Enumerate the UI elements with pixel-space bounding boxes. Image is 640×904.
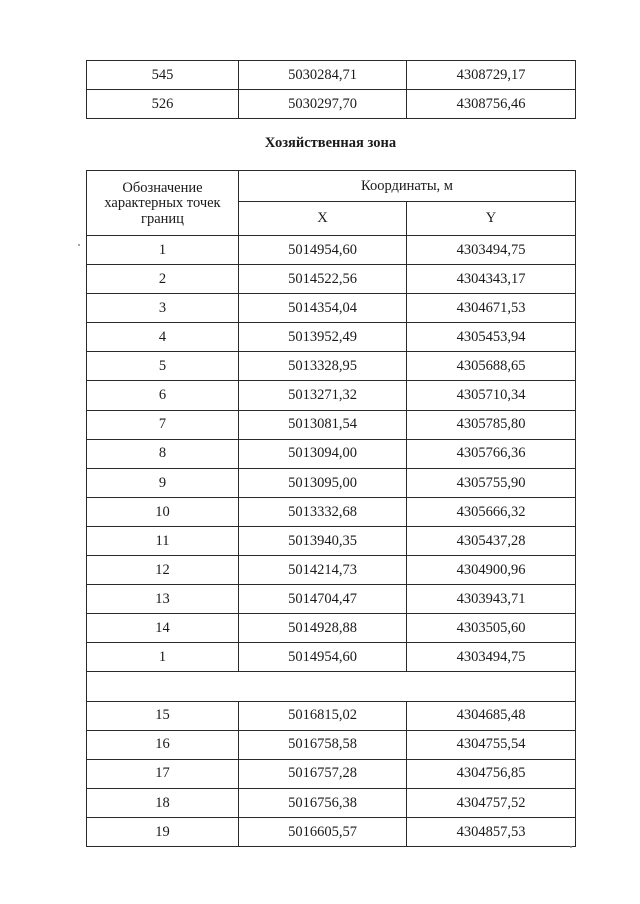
table-row bbox=[87, 730, 576, 759]
table-row bbox=[87, 614, 576, 643]
y-coordinate-cell: 4305666,32 bbox=[407, 497, 576, 526]
x-coordinate-cell: 5016757,28 bbox=[239, 759, 407, 788]
table-row bbox=[87, 817, 576, 846]
x-coordinate-cell: 5014954,60 bbox=[239, 236, 407, 265]
table-row bbox=[87, 497, 576, 526]
table-row bbox=[87, 381, 576, 410]
point-number-cell: 16 bbox=[87, 730, 239, 759]
table-row bbox=[87, 265, 576, 294]
x-coordinate-cell: 5030297,70 bbox=[239, 90, 407, 119]
point-number-cell: 8 bbox=[87, 439, 239, 468]
x-coordinate-cell: 5016815,02 bbox=[239, 701, 407, 730]
main-table-body-b bbox=[87, 701, 576, 846]
point-number-cell: 526 bbox=[87, 90, 239, 119]
table-row bbox=[87, 236, 576, 265]
separator-cell bbox=[87, 672, 576, 701]
x-coordinate-cell: 5014704,47 bbox=[239, 585, 407, 614]
point-number-cell: 1 bbox=[87, 236, 239, 265]
table-row bbox=[87, 556, 576, 585]
table-row bbox=[87, 410, 576, 439]
table-row bbox=[87, 439, 576, 468]
point-number-cell: 18 bbox=[87, 788, 239, 817]
y-coordinate-cell: 4305785,80 bbox=[407, 410, 576, 439]
y-coordinate-cell: 4304757,52 bbox=[407, 788, 576, 817]
top-coordinates-table bbox=[86, 60, 576, 119]
x-coordinate-cell: 5013332,68 bbox=[239, 497, 407, 526]
point-number-cell: 6 bbox=[87, 381, 239, 410]
x-coordinate-cell: 5013094,00 bbox=[239, 439, 407, 468]
y-coordinate-cell: 4304755,54 bbox=[407, 730, 576, 759]
x-coordinate-cell: 5013940,35 bbox=[239, 526, 407, 555]
top-table-body bbox=[87, 61, 576, 119]
table-row bbox=[87, 352, 576, 381]
table-row bbox=[87, 323, 576, 352]
table-row bbox=[87, 643, 576, 672]
x-coordinate-cell: 5016605,57 bbox=[239, 817, 407, 846]
point-number-cell: 3 bbox=[87, 294, 239, 323]
x-coordinate-cell: 5014214,73 bbox=[239, 556, 407, 585]
economic-zone-coordinates-table bbox=[86, 170, 576, 847]
y-coordinate-cell: 4304857,53 bbox=[407, 817, 576, 846]
x-coordinate-cell: 5016756,38 bbox=[239, 788, 407, 817]
y-coordinate-cell: 4305766,36 bbox=[407, 439, 576, 468]
y-coordinate-cell: 4308756,46 bbox=[407, 90, 576, 119]
x-coordinate-cell: 5013271,32 bbox=[239, 381, 407, 410]
y-coordinate-cell: 4305710,34 bbox=[407, 381, 576, 410]
x-coordinate-cell: 5013328,95 bbox=[239, 352, 407, 381]
point-number-cell: 5 bbox=[87, 352, 239, 381]
table-row bbox=[87, 294, 576, 323]
table-row bbox=[87, 526, 576, 555]
y-coordinate-cell: 4304900,96 bbox=[407, 556, 576, 585]
table-row bbox=[87, 90, 576, 119]
point-number-cell: 1 bbox=[87, 643, 239, 672]
table-row bbox=[87, 61, 576, 90]
table-row bbox=[87, 788, 576, 817]
header-point-label: Обозначение характерных точек границ bbox=[87, 171, 239, 236]
x-coordinate-cell: 5014928,88 bbox=[239, 614, 407, 643]
main-table-separator bbox=[87, 672, 576, 701]
header-coordinates-label: Координаты, м bbox=[239, 171, 576, 202]
point-number-cell: 17 bbox=[87, 759, 239, 788]
separator-row bbox=[87, 672, 576, 701]
point-number-cell: 9 bbox=[87, 468, 239, 497]
y-coordinate-cell: 4305755,90 bbox=[407, 468, 576, 497]
y-coordinate-cell: 4304756,85 bbox=[407, 759, 576, 788]
x-coordinate-cell: 5014954,60 bbox=[239, 643, 407, 672]
x-coordinate-cell: 5013095,00 bbox=[239, 468, 407, 497]
table-row bbox=[87, 701, 576, 730]
y-coordinate-cell: 4303505,60 bbox=[407, 614, 576, 643]
header-row bbox=[87, 171, 576, 202]
point-number-cell: 545 bbox=[87, 61, 239, 90]
y-coordinate-cell: 4303494,75 bbox=[407, 236, 576, 265]
x-coordinate-cell: 5014522,56 bbox=[239, 265, 407, 294]
point-number-cell: 11 bbox=[87, 526, 239, 555]
point-number-cell: 15 bbox=[87, 701, 239, 730]
header-x-label: X bbox=[239, 202, 407, 236]
point-number-cell: 13 bbox=[87, 585, 239, 614]
point-number-cell: 4 bbox=[87, 323, 239, 352]
zone-title: Хозяйственная зона bbox=[264, 135, 397, 151]
point-number-cell: 10 bbox=[87, 497, 239, 526]
point-number-cell: 7 bbox=[87, 410, 239, 439]
scan-speck bbox=[78, 244, 80, 246]
table-row bbox=[87, 759, 576, 788]
table-row bbox=[87, 585, 576, 614]
y-coordinate-cell: 4304671,53 bbox=[407, 294, 576, 323]
y-coordinate-cell: 4304685,48 bbox=[407, 701, 576, 730]
x-coordinate-cell: 5013081,54 bbox=[239, 410, 407, 439]
x-coordinate-cell: 5030284,71 bbox=[239, 61, 407, 90]
x-coordinate-cell: 5016758,58 bbox=[239, 730, 407, 759]
main-table-body-a bbox=[87, 236, 576, 672]
y-coordinate-cell: 4308729,17 bbox=[407, 61, 576, 90]
y-coordinate-cell: 4303943,71 bbox=[407, 585, 576, 614]
x-coordinate-cell: 5014354,04 bbox=[239, 294, 407, 323]
point-number-cell: 14 bbox=[87, 614, 239, 643]
y-coordinate-cell: 4305453,94 bbox=[407, 323, 576, 352]
point-number-cell: 2 bbox=[87, 265, 239, 294]
point-number-cell: 12 bbox=[87, 556, 239, 585]
y-coordinate-cell: 4305688,65 bbox=[407, 352, 576, 381]
header-y-label: Y bbox=[407, 202, 576, 236]
y-coordinate-cell: 4304343,17 bbox=[407, 265, 576, 294]
point-number-cell: 19 bbox=[87, 817, 239, 846]
scan-speck bbox=[570, 846, 572, 848]
y-coordinate-cell: 4305437,28 bbox=[407, 526, 576, 555]
y-coordinate-cell: 4303494,75 bbox=[407, 643, 576, 672]
table-row bbox=[87, 468, 576, 497]
x-coordinate-cell: 5013952,49 bbox=[239, 323, 407, 352]
